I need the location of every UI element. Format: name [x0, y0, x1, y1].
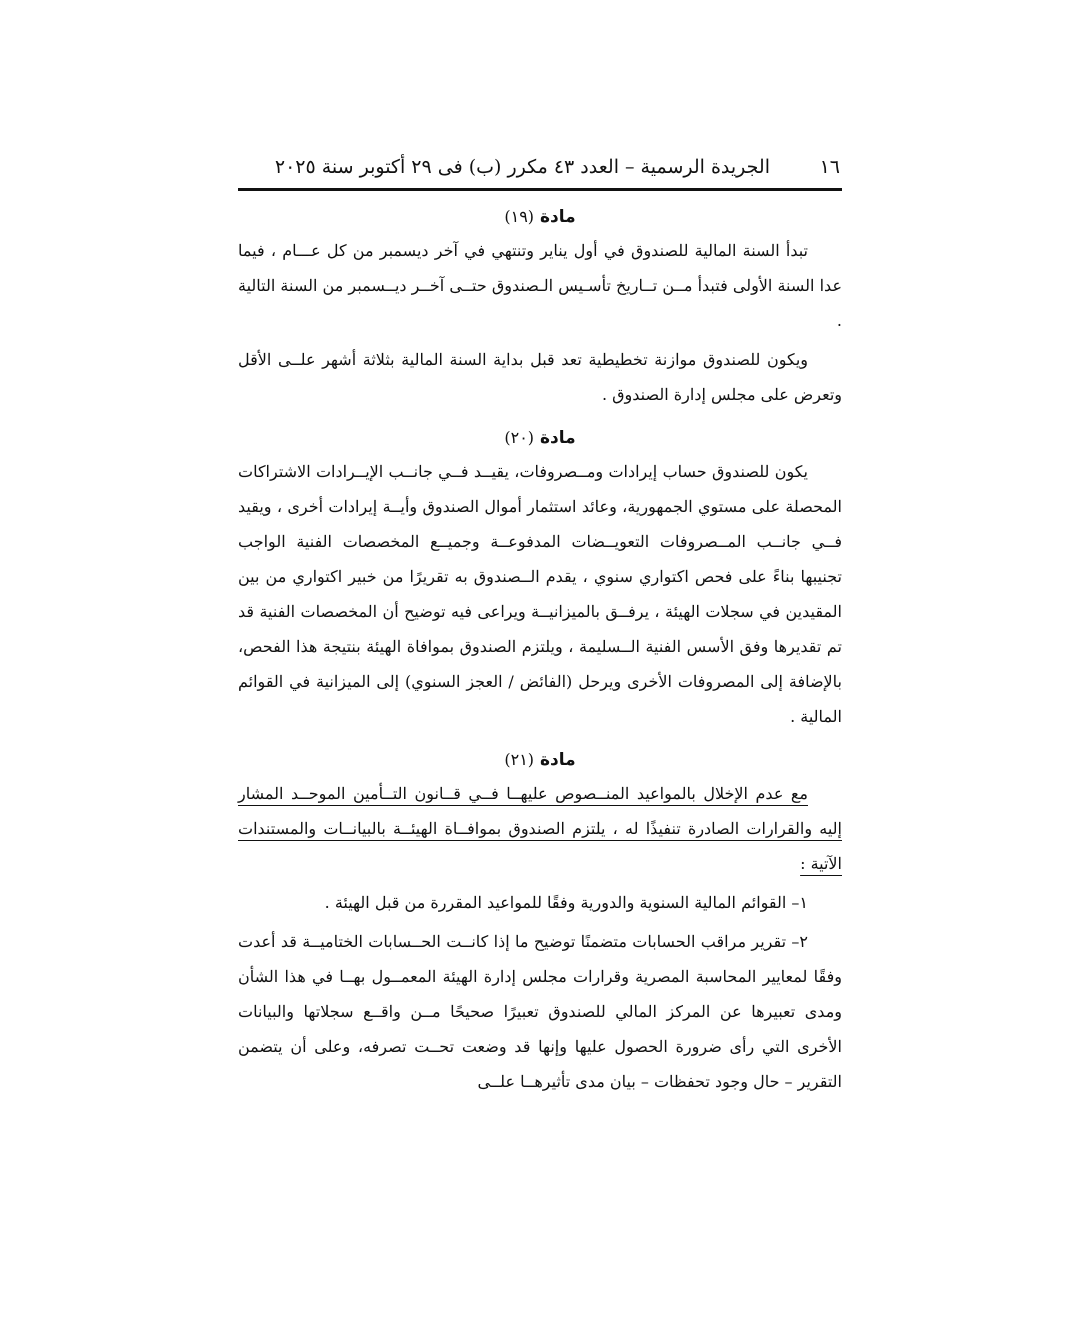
article-21-heading	[238, 744, 842, 776]
article-label: مادة	[539, 750, 576, 770]
article-21-item-2: ٢– تقرير مراقب الحسابات متضمنًا توضيح ما إذا كانــت الحــسابات الختاميــة قد أعدت وفقًا لمعايير المحاسبة المصرية وقرارات مجلس إدارة الهيئة المعمــول بهــا في هذا الشأن ومدى تعبيرها عن المركز المالي للصندوق تعبيرًا صحيحًا مــن واقــع سجلاتها والبيانات الأخرى التي رأى ضرورة الحصول عليها وإنها قد وضعت تحــت تصرفه، وعلى أن يتضمن التقرير – حال وجود تحفظات – بيان مدى تأثيرهــا علــى	[238, 932, 842, 1091]
article-19-paragraph-1: تبدأ السنة المالية للصندوق في أول يناير وتنتهي في آخر ديسمبر من كل عـــام ، فيما عدا السنة الأولى فتبدأ مــن تــاريخ تأسـيس الـصندوق حتــى آخــر ديــسمبر من السنة التالية .	[238, 241, 842, 330]
article-21-intro-text: مع عدم الإخلال بالمواعيد المنــصوص عليهــا فــي قــانون التــأمين الموحــد المشار إليه والقرارات الصادرة تنفيذًا له ، يلتزم الصندوق بموافــاة الهيئــة بالبيانــات والمستندات الآتية :	[238, 784, 842, 873]
article-21-intro	[238, 776, 842, 881]
gazette-page	[238, 150, 842, 1099]
article-19-paragraph-2: ويكون للصندوق موازنة تخطيطية تعد قبل بداية السنة المالية بثلاثة أشهر علــى الأقل وتعرض على مجلس إدارة الصندوق .	[238, 350, 842, 404]
article-20-heading	[238, 422, 842, 454]
article-number: (١٩)	[504, 207, 535, 226]
page-number: ١٦	[819, 156, 840, 178]
article-label: مادة	[539, 207, 576, 227]
article-number: (٢٠)	[504, 428, 535, 447]
article-label: مادة	[539, 428, 576, 448]
gazette-title: الجريدة الرسمية – العدد ٤٣ مكرر (ب) فى ٢٩ أكتوبر سنة ٢٠٢٥	[274, 156, 770, 178]
article-21-item-1: ١– القوائم المالية السنوية والدورية وفقًا للمواعيد المقررة من قبل الهيئة .	[324, 893, 808, 912]
article-20-paragraph-1: يكون للصندوق حساب إيرادات ومــصروفات، يقيــد فــي جانــب الإيــرادات الاشتراكات المحصلة على مستوي الجمهورية، وعائد استثمار أموال الصندوق وأيــة إيرادات أخرى ، ويقيد فــي جانــب المــصروفات التعويــضات المدفوعــة وجميــع المخصصات الفنية الواجب تجنيبها بناءً على فحص اكتواري سنوي ، يقدم الــصندوق به تقريرًا من خبير اكتواري من بين المقيدين في سجلات الهيئة ، يرفــق بالميزانيــة ويراعى فيه توضيح أن المخصصات الفنية قد تم تقديرها وفق الأسس الفنية الــسليمة ، ويلتزم الصندوق بموافاة الهيئة بنتيجة هذا الفحص، بالإضافة إلى المصروفات الأخرى ويرحل (الفائض / العجز السنوي) إلى الميزانية في القوائم المالية .	[238, 462, 843, 726]
page-header	[238, 150, 842, 191]
article-number: (٢١)	[504, 750, 535, 769]
article-19-heading	[238, 201, 842, 233]
